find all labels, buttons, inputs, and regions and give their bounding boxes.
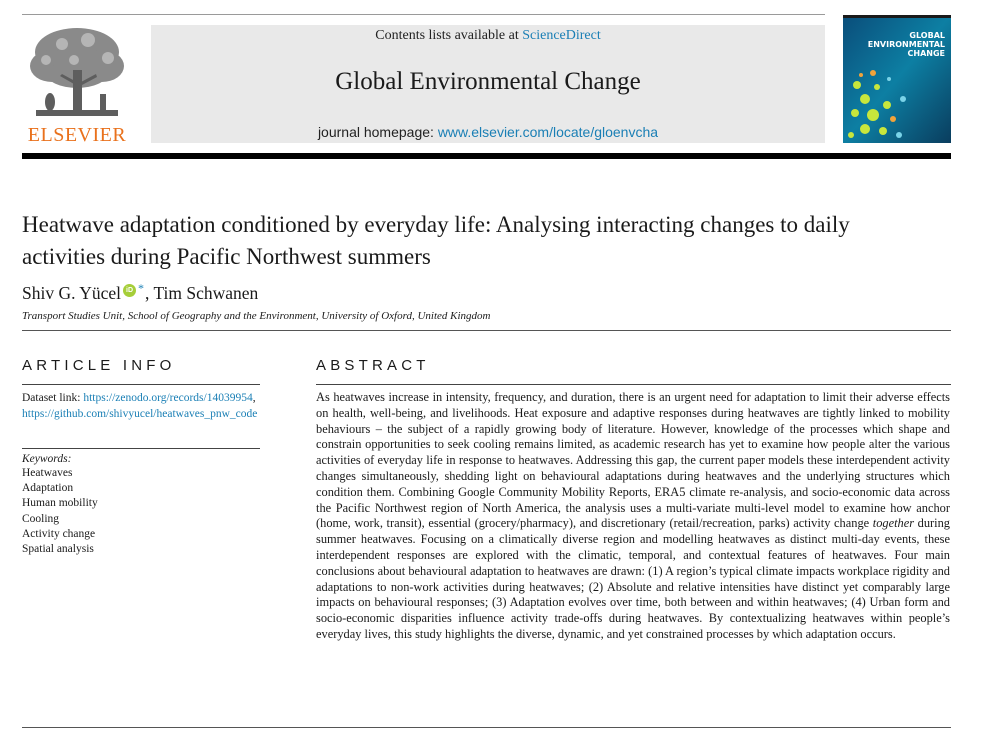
abstract-text-part-1: As heatwaves increase in intensity, frequency, and duration, there is an urgent need for adaptation to limit their adverse effects on health, well-being, and livelihoods. Heat exposure and adaptive responses during heatwaves are tightly linked to mobility behaviours – the subject of a rapidly growing body of literature. However, knowledge of the processes which shape and constrain opportunities to seek cooling remains limited, as academic research has yet to examine how people alter the various activities of everyday life in response to heatwaves. Addressing this gap, the current paper models these interdependent activity changes simultaneously, shedding light on behavioural adaptations during heatwaves and the underlying structures which condition them. Combining Google Community Mobility Reports, ERA5 climate re-analysis, and socio-economic data across the Pacific Northwest region of North America, the analysis uses a multi-variate multi-level model to examine how anchor (home, work, transit), essential (grocery/pharmacy), and discretionary (retail/recreation, parks) activity change xyxy=(316,390,950,531)
corresponding-author-mark[interactable]: * xyxy=(138,281,144,295)
homepage-prefix: journal homepage: xyxy=(317,124,438,140)
affiliation-divider xyxy=(22,330,951,331)
author-list xyxy=(22,281,258,304)
cover-title-line-3: CHANGE xyxy=(907,49,945,58)
keywords-list xyxy=(22,466,98,557)
sciencedirect-link[interactable]: ScienceDirect xyxy=(522,28,601,43)
elsevier-wordmark: ELSEVIER xyxy=(27,124,127,146)
author-name-1[interactable]: Shiv G. Yücel xyxy=(22,282,121,303)
contents-prefix: Contents lists available at xyxy=(375,28,523,43)
orcid-icon[interactable]: iD xyxy=(123,284,136,297)
article-title: Heatwave adaptation conditioned by everyday life: Analysing interacting changes to daily activities during Pacific Northwest summers xyxy=(22,212,850,269)
elsevier-tree-icon xyxy=(22,24,132,122)
elsevier-logo[interactable] xyxy=(22,24,132,146)
abstract-emphasis: together xyxy=(872,516,915,531)
header-divider xyxy=(22,153,951,159)
abstract-text-part-2: during summer heatwaves. Focusing on a climatically diverse region and modelling heatwaves as distinct multi-day events, these interdependent responses are explored with the climatic, temporal, and contextual features of heatwaves. Four main conclusions about behavioural adaptation to heatwaves are drawn: (1) A region’s typical climate impacts workplace rigidity and adaptations to non-work activities during heatwaves; (2) Absolute and relative intensities have distinct yet comparably large impacts on behavioural responses; (3) Adaptation evolves over time, both between and within heatwaves; (4) Urban form and socio-economic disparities influence activity trade-offs during heatwaves. By contextualizing heatwaves within people’s everyday lives, this study highlights the diverse, dynamic, and yet constrained processes by which adaptation occurs. xyxy=(316,516,951,641)
keyword-item: Adaptation xyxy=(22,482,74,495)
article-info-divider xyxy=(22,384,260,385)
dataset-links xyxy=(22,391,264,422)
keyword-item: Activity change xyxy=(22,527,96,540)
keyword-item: Cooling xyxy=(22,512,60,525)
bottom-divider xyxy=(22,727,951,728)
journal-homepage-link[interactable]: www.elsevier.com/locate/gloenvcha xyxy=(437,124,659,140)
dataset-label: Dataset link: xyxy=(22,392,84,404)
cover-title-line-2: ENVIRONMENTAL xyxy=(867,40,945,49)
author-separator: , xyxy=(145,282,154,303)
abstract-divider xyxy=(316,384,951,385)
keyword-item: Human mobility xyxy=(22,497,98,510)
cover-title xyxy=(868,31,945,58)
keywords-divider xyxy=(22,448,260,449)
journal-cover-image[interactable] xyxy=(843,15,951,143)
abstract-text xyxy=(316,390,950,643)
author-name-2[interactable]: Tim Schwanen xyxy=(153,282,259,303)
zenodo-dataset-link[interactable]: https://zenodo.org/records/14039954 xyxy=(83,392,253,404)
homepage-line xyxy=(151,124,825,140)
github-code-link[interactable]: https://github.com/shivyucel/heatwaves_pnw_code xyxy=(22,407,258,420)
article-info-heading: ARTICLE INFO xyxy=(22,357,176,374)
keyword-item: Heatwaves xyxy=(22,467,73,479)
affiliation: Transport Studies Unit, School of Geography and the Environment, University of Oxford, United Kingdom xyxy=(22,310,491,322)
journal-title[interactable]: Global Environmental Change xyxy=(335,68,641,95)
journal-header-box xyxy=(151,25,825,143)
dataset-separator: , xyxy=(252,392,256,404)
abstract-heading: ABSTRACT xyxy=(316,357,430,374)
top-rule xyxy=(22,14,825,15)
keywords-label: Keywords: xyxy=(22,453,72,465)
contents-line xyxy=(151,28,825,44)
cover-title-line-1: GLOBAL xyxy=(909,31,945,40)
keyword-item: Spatial analysis xyxy=(22,543,94,556)
